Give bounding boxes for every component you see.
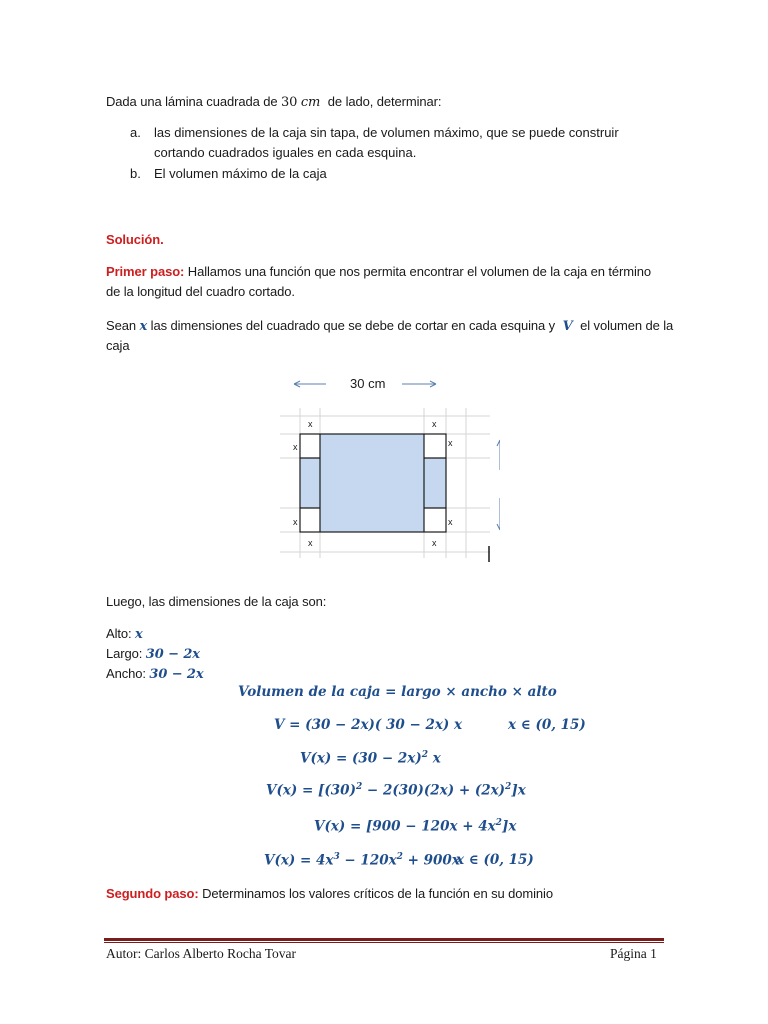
eq6-mid: − 120x xyxy=(339,852,397,869)
label-x-right-lower: x xyxy=(448,517,453,527)
equation-volume-expanded xyxy=(266,782,526,799)
right-flap-fill xyxy=(424,458,446,508)
eq6-exp-c: 2 xyxy=(396,852,403,862)
eq3-exp: 2 xyxy=(421,750,428,760)
largo-value: 30 − 2x xyxy=(145,647,200,662)
eq6-main: V(x) = 4x xyxy=(264,852,334,869)
label-x-top-right: x xyxy=(432,419,437,429)
ancho-value: 30 − 2x xyxy=(149,667,204,682)
intro-unit: cm xyxy=(300,95,321,110)
sean-text: las dimensiones del cuadrado que se debe de cortar en cada esquina y xyxy=(150,318,556,333)
box-net-diagram xyxy=(270,368,500,568)
eq4-tail: ]x xyxy=(511,782,526,799)
eq3-main: V(x) = (30 − 2x) xyxy=(300,750,422,767)
dims-intro: Luego, las dimensiones de la caja son: xyxy=(106,594,327,609)
label-x-bottom-left: x xyxy=(308,538,313,548)
alto-value: x xyxy=(135,627,143,642)
step2-paragraph xyxy=(106,886,553,902)
eq6-exp-a: 3 xyxy=(333,852,340,862)
list-text-cont: cortando cuadrados iguales en cada esquina. xyxy=(154,145,417,160)
label-x-bottom-right: x xyxy=(432,538,437,548)
largo-label: Largo: xyxy=(106,646,143,661)
eq5-exp: 2 xyxy=(495,818,502,828)
eq5-tail: ]x xyxy=(501,818,517,835)
top-dimension-label: 30 cm xyxy=(350,376,386,391)
label-x-left-upper: x xyxy=(293,442,298,452)
sean-tail: el volumen de la xyxy=(580,318,674,333)
label-x-right-upper: x xyxy=(448,438,453,448)
eq6-tail: + 900x xyxy=(402,852,460,869)
alto-label: Alto: xyxy=(106,626,132,641)
equation-domain-1: x ∈ (0, 15) xyxy=(508,717,586,733)
intro-tail: de lado, determinar: xyxy=(327,94,442,109)
label-x-top-left: x xyxy=(308,419,313,429)
dim-alto xyxy=(106,626,143,643)
equation-volume-polynomial xyxy=(264,852,460,869)
sean-paragraph xyxy=(106,318,673,335)
step1-paragraph xyxy=(106,264,651,280)
footer-rule-thin xyxy=(104,942,664,943)
footer-rule-thick xyxy=(104,938,664,941)
equation-volume-simplified xyxy=(314,818,516,835)
solution-heading: Solución. xyxy=(106,232,164,247)
eq4-exp-a: 2 xyxy=(355,782,363,792)
sean-line2: caja xyxy=(106,338,130,353)
label-x-left-lower: x xyxy=(293,517,298,527)
eq4-mid: − 2(30)(2x) + (2x) xyxy=(362,782,506,799)
dim-ancho xyxy=(106,666,204,683)
box-base-fill xyxy=(320,434,424,532)
intro-lead: Dada una lámina cuadrada de xyxy=(106,94,278,109)
footer-page-number: Página 1 xyxy=(610,946,657,961)
list-marker: a. xyxy=(130,125,141,140)
step1-label: Primer paso: xyxy=(106,264,185,279)
step1-line1: Hallamos una función que nos permita encontrar el volumen de la caja en término xyxy=(187,264,652,279)
list-marker: b. xyxy=(130,166,141,181)
list-text: El volumen máximo de la caja xyxy=(154,166,327,181)
eq3-tail: x xyxy=(428,750,441,767)
sean-word: Sean xyxy=(106,318,136,333)
footer-author: Autor: Carlos Alberto Rocha Tovar xyxy=(106,946,297,961)
ancho-label: Ancho: xyxy=(106,666,146,681)
eq4-exp-c: 2 xyxy=(505,782,512,792)
list-text: las dimensiones de la caja sin tapa, de volumen máximo, que se puede construir xyxy=(154,125,619,140)
intro-value: 30 xyxy=(281,95,298,110)
var-x: x xyxy=(139,319,148,334)
dim-largo xyxy=(106,646,200,663)
intro-paragraph xyxy=(106,94,441,111)
equation-volume-definition: Volumen de la caja = largo × ancho × alto xyxy=(238,684,557,700)
step1-line2: de la longitud del cuadro cortado. xyxy=(106,284,295,299)
equation-domain-2: x ∈ (0, 15) xyxy=(456,852,534,868)
equation-volume-squared xyxy=(300,750,441,767)
left-flap-fill xyxy=(300,458,320,508)
equation-volume-product: V = (30 − 2x)( 30 − 2x) x xyxy=(274,717,463,733)
step2-label: Segundo paso: xyxy=(106,886,199,901)
var-v: V xyxy=(562,319,573,334)
step2-text: Determinamos los valores críticos de la función en su dominio xyxy=(202,886,553,901)
eq5-main: V(x) = [900 − 120x + 4x xyxy=(314,818,496,835)
eq4-main: V(x) = [(30) xyxy=(266,782,356,799)
